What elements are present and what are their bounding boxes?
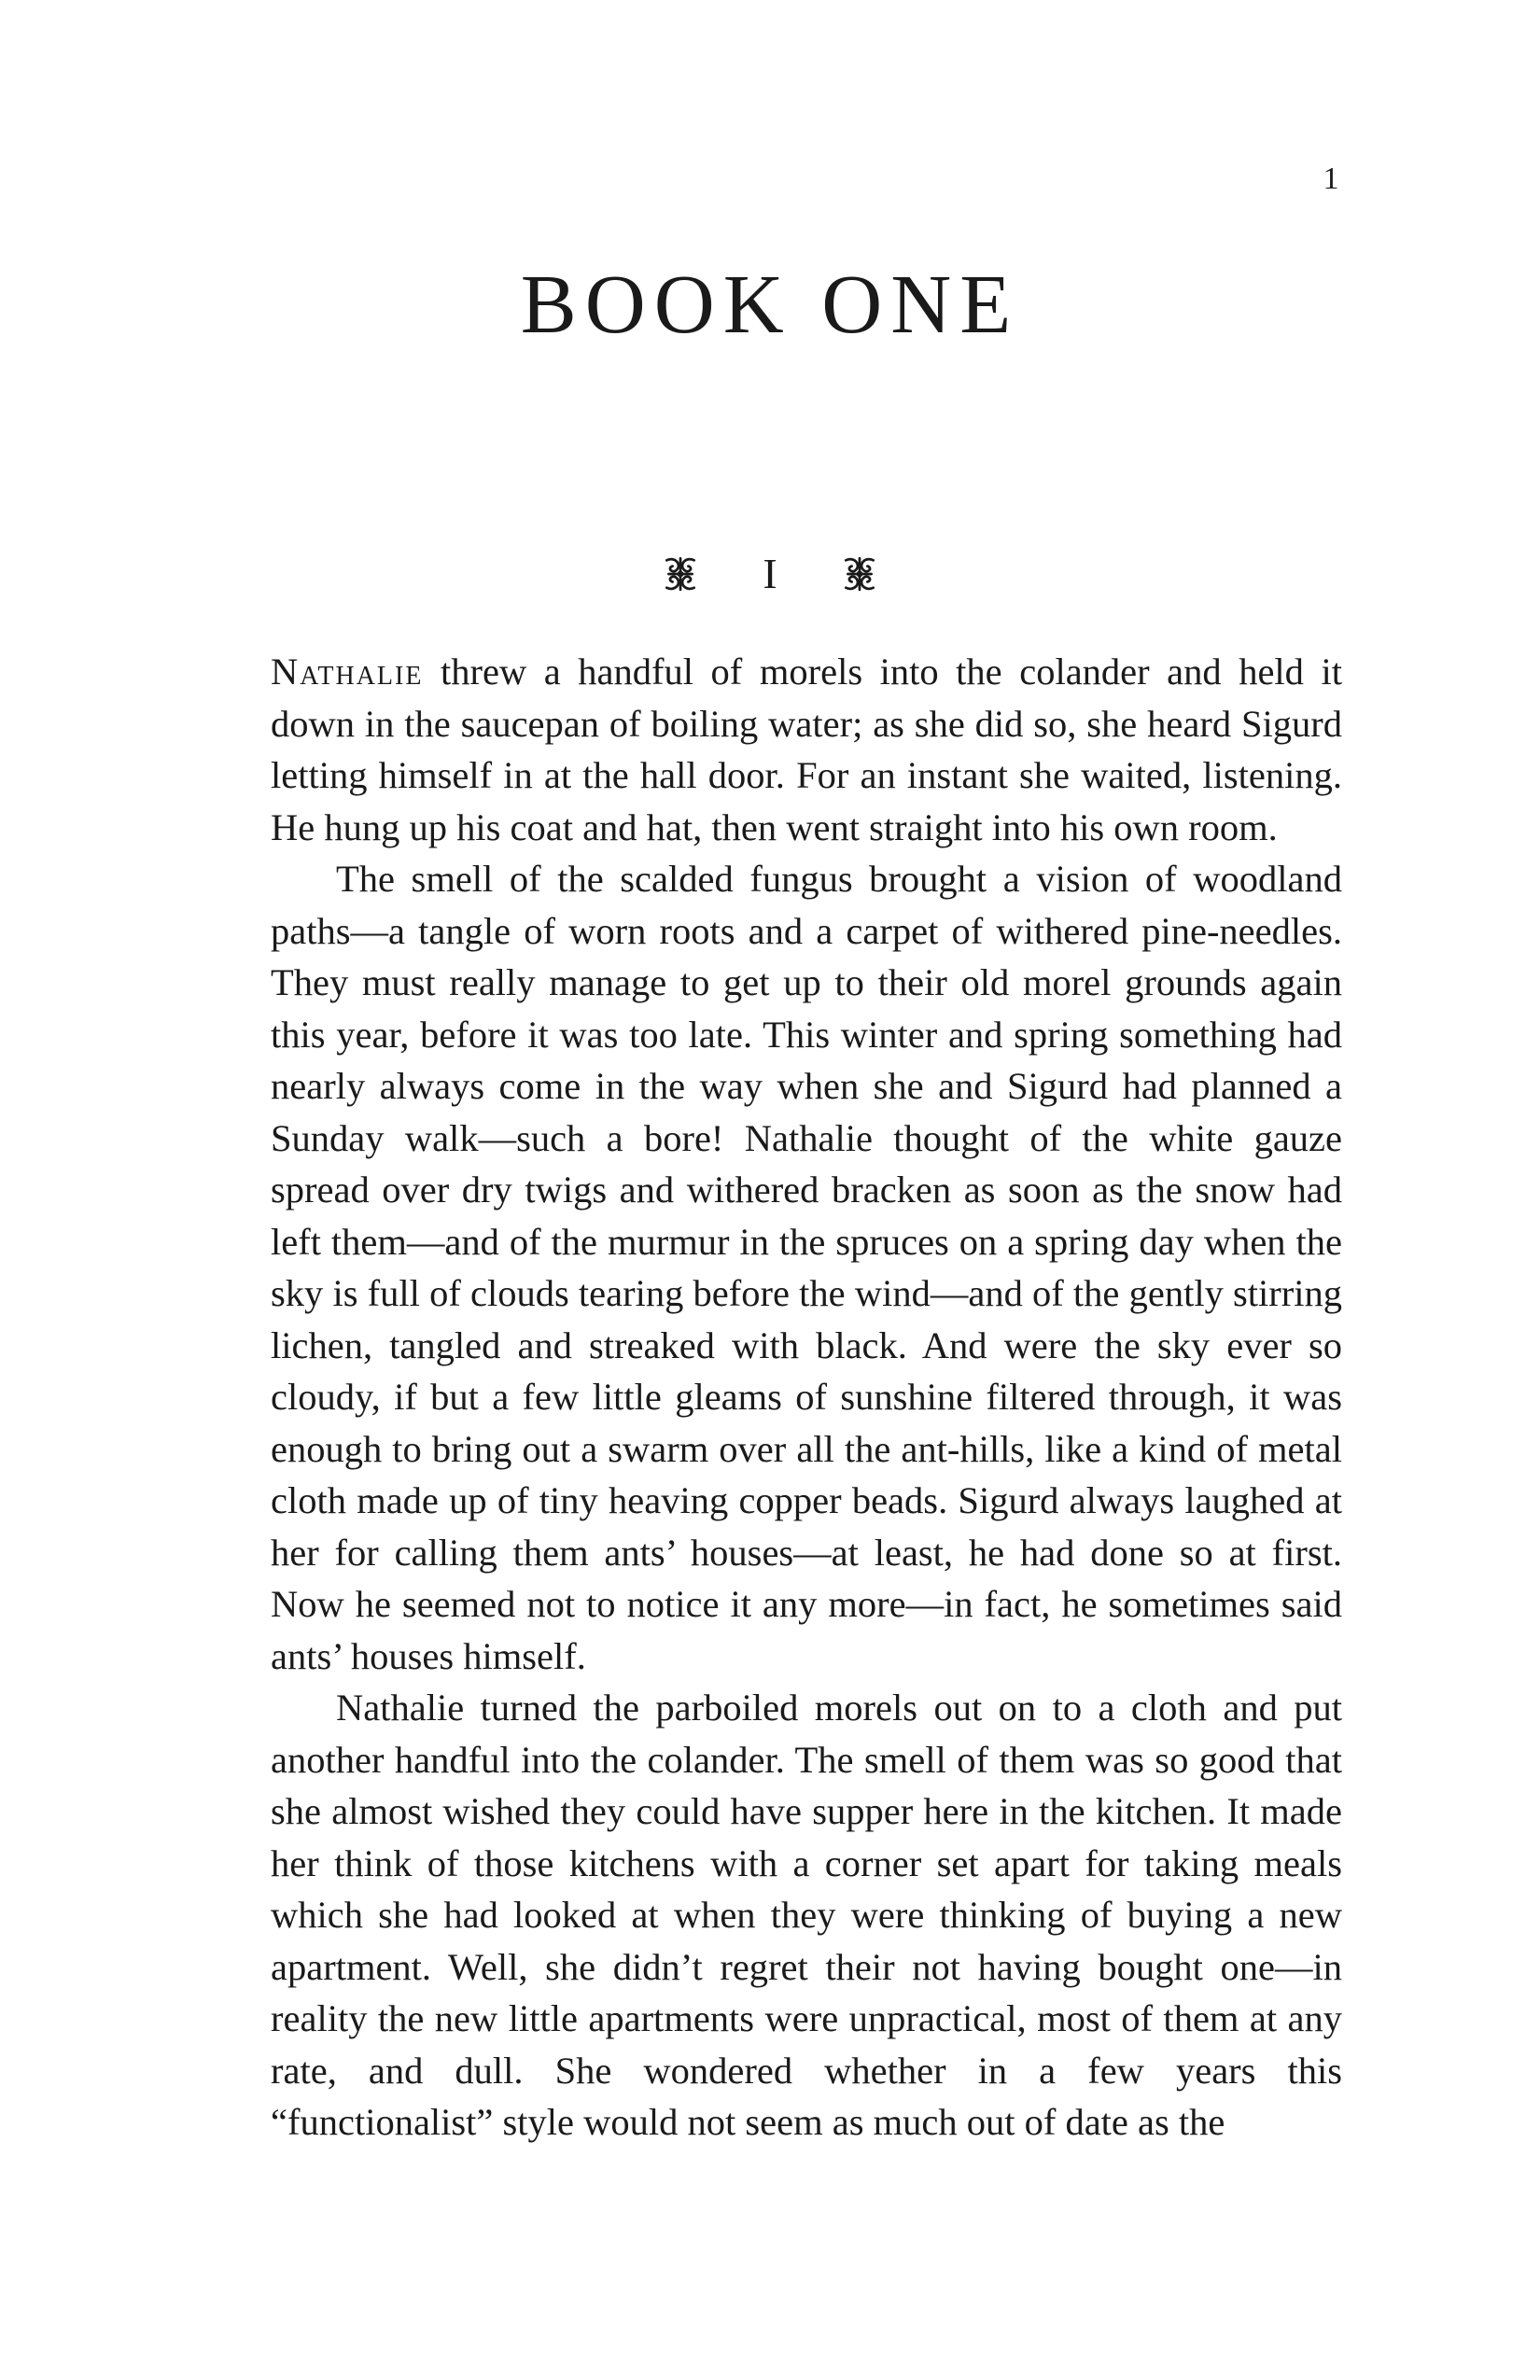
page-number: 1 [1323,161,1339,196]
paragraph-text: The smell of the scalded fungus brought a vision of woodland paths—a tangle of worn roots and a carpet of withered pine-needles. They must really manage to get up to their old morel grounds again this year, before it was too late. This winter and spring something had nearly always come in the way when she and Sigurd had planned a Sunday walk—such a bore! Nathalie thought of the white gauze spread over dry twigs and withered bracken as soon as the snow had left them—and of the murmur in the spruces on a spring day when the sky is full of clouds tearing before the wind—and of the gently stirring lichen, tangled and streaked with black. And were the sky ever so cloudy, if but a few little gleams of sunshine filtered through, it was enough to bring out a swarm over all the ant-hills, like a kind of metal cloth made up of tiny heaving copper beads. Sigurd always laughed at her for calling them ants’ houses—at least, he had done so at first. Now he seemed not to notice it any more—in fact, he sometimes said ants’ houses himself. [271,858,1342,1677]
chapter-numeral: I [763,550,777,598]
paragraph-2 [271,853,1342,1682]
paragraph-text: threw a handful of morels into the colander and held it down in the saucepan of boiling water; as she did so, she heard Sigurd letting himself in at the hall door. For an instant she waited, listening. He hung up his coat and hat, then went straight into his own room. [271,651,1342,848]
paragraph-lead-word: Nathalie [271,651,424,693]
floral-ornament-icon [840,554,879,594]
book-title: BOOK ONE [520,259,1020,351]
chapter-heading [0,544,1540,600]
paragraph-text: Nathalie turned the parboiled morels out on to a cloth and put another handful into the colander. The smell of them was so good that she almost wished they could have supper here in the kitchen. It made her think of those kitchens with a corner set apart for taking meals which she had looked at when they were thinking of buying a new apartment. Well, she didn’t regret their not having bought one—in reality the new little apartments were unpractical, most of them at any rate, and dull. She wondered whether in a few years this “functionalist” style would not seem as much out of date as the [271,1687,1342,2143]
floral-ornament-icon [661,554,700,594]
paragraph-3 [271,1682,1342,2149]
paragraph-1 [271,646,1342,853]
chapter-body [271,646,1342,2149]
